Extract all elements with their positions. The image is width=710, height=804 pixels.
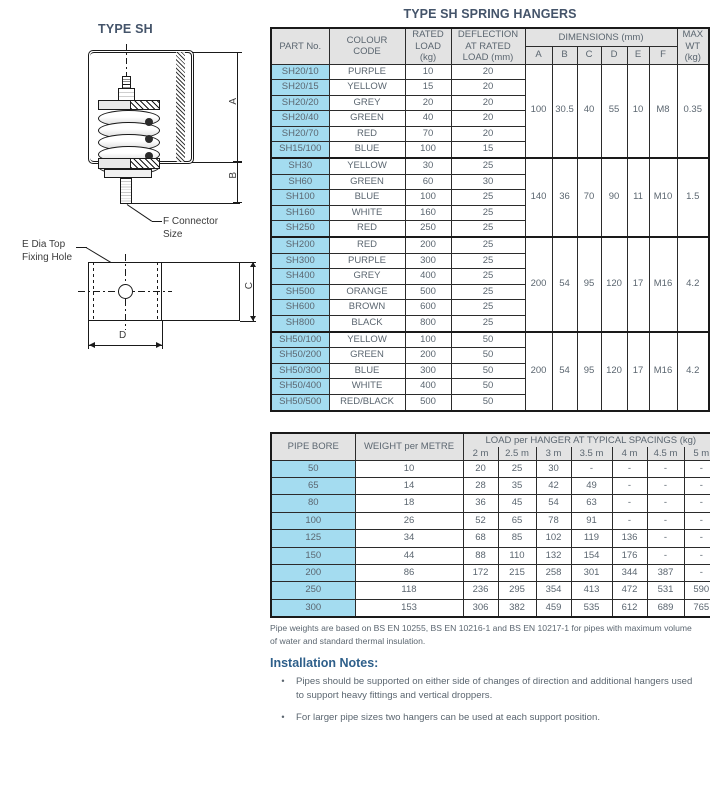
cell-rated-load: 40 (405, 111, 451, 127)
table-row (271, 495, 710, 512)
cell-load-spacing-4: 154 (571, 547, 612, 564)
cell-load-spacing-1: 36 (463, 495, 498, 512)
pipe-bore-table-wrap (270, 432, 710, 619)
cell-weight-per-metre: 118 (355, 582, 463, 599)
cell-dim-e: 17 (627, 332, 649, 411)
cell-rated-load: 30 (405, 158, 451, 174)
cell-deflection: 50 (451, 379, 525, 395)
spring-bottom-plate-2 (104, 169, 152, 178)
cell-dim-f: M8 (649, 64, 677, 158)
table-row (271, 530, 710, 547)
cell-load-spacing-3: 42 (536, 477, 571, 494)
f-connector-label-line1: F Connector (163, 216, 219, 227)
spring-bottom-plate-hatch (130, 158, 160, 169)
dimension-line-b (237, 162, 238, 203)
cell-load-spacing-2: 382 (498, 599, 536, 617)
plan-view-side (162, 262, 240, 321)
cell-load-spacing-6: - (647, 547, 684, 564)
cell-part-no: SH60 (271, 174, 329, 190)
cell-dim-e: 11 (627, 158, 649, 237)
header-dim-a: A (525, 46, 552, 64)
cell-dim-e: 17 (627, 237, 649, 332)
bullet-icon: • (281, 712, 285, 723)
cell-colour-code: GREEN (329, 111, 405, 127)
dimension-line-a (237, 52, 238, 162)
cell-load-spacing-1: 88 (463, 547, 498, 564)
cell-dim-a: 200 (525, 332, 552, 411)
pipe-bore-table (270, 432, 710, 619)
cell-load-spacing-7: - (684, 530, 710, 547)
drawing-title: TYPE SH (98, 22, 153, 36)
cell-pipe-bore: 80 (271, 495, 355, 512)
cell-load-spacing-7: - (684, 495, 710, 512)
cell-load-spacing-6: 387 (647, 565, 684, 582)
cell-deflection: 20 (451, 126, 525, 142)
cell-colour-code: WHITE (329, 205, 405, 221)
tables-panel (270, 0, 710, 733)
cell-pipe-bore: 150 (271, 547, 355, 564)
cell-colour-code: GREEN (329, 174, 405, 190)
technical-drawing-panel (0, 0, 268, 460)
cell-deflection: 50 (451, 363, 525, 379)
dimension-label-b: B (228, 172, 239, 179)
cell-load-spacing-7: 590 (684, 582, 710, 599)
cell-deflection: 30 (451, 174, 525, 190)
dimension-arrowhead (250, 316, 256, 321)
cell-weight-per-metre: 86 (355, 565, 463, 582)
dimension-label-d: D (119, 330, 127, 341)
cell-deflection: 25 (451, 300, 525, 316)
cell-pipe-bore: 200 (271, 565, 355, 582)
cell-dim-b: 36 (552, 158, 577, 237)
cell-dim-f: M16 (649, 332, 677, 411)
header-dimensions: DIMENSIONS (mm) (525, 28, 677, 46)
cell-load-spacing-5: 176 (612, 547, 647, 564)
table-row (271, 599, 710, 617)
e-hole-label-line2: Fixing Hole (22, 252, 73, 263)
cell-part-no: SH200 (271, 237, 329, 253)
cell-rated-load: 15 (405, 80, 451, 96)
table-row (271, 64, 709, 80)
header-rated-load-line2: LOAD (415, 40, 441, 52)
cell-load-spacing-2: 35 (498, 477, 536, 494)
installation-note-text: For larger pipe sizes two hangers can be used at each support position. (296, 712, 600, 724)
header-colour-code-line1: COLOUR (346, 34, 388, 46)
cell-dim-c: 95 (577, 332, 601, 411)
cell-load-spacing-1: 306 (463, 599, 498, 617)
spring-hangers-table-body (271, 64, 709, 411)
cell-weight-per-metre: 18 (355, 495, 463, 512)
table-row (271, 565, 710, 582)
cell-part-no: SH50/300 (271, 363, 329, 379)
header-spacing-1: 2 m (463, 447, 498, 461)
cell-part-no: SH15/100 (271, 142, 329, 158)
cell-load-spacing-6: - (647, 495, 684, 512)
header-dim-c: C (577, 46, 601, 64)
top-fixing-hole (118, 284, 133, 299)
header-rated-load-line1: RATED (412, 29, 444, 40)
cell-colour-code: RED/BLACK (329, 394, 405, 410)
cell-part-no: SH20/40 (271, 111, 329, 127)
cell-part-no: SH600 (271, 300, 329, 316)
header-deflection (451, 28, 525, 64)
extension-line (240, 321, 256, 322)
cell-rated-load: 70 (405, 126, 451, 142)
cell-rated-load: 300 (405, 253, 451, 269)
cell-load-spacing-7: - (684, 477, 710, 494)
cell-load-spacing-1: 236 (463, 582, 498, 599)
cell-colour-code: BLUE (329, 142, 405, 158)
installation-note-item (270, 711, 710, 725)
bullet-icon: • (281, 676, 285, 687)
cell-deflection: 25 (451, 205, 525, 221)
cell-deflection: 25 (451, 237, 525, 253)
installation-notes-list (270, 675, 710, 725)
header-max-wt-line2: WT (685, 40, 701, 52)
cell-load-spacing-7: - (684, 547, 710, 564)
spring-hangers-table-title: TYPE SH SPRING HANGERS (403, 7, 577, 21)
cell-colour-code: GREEN (329, 348, 405, 364)
table-row (271, 237, 709, 253)
dimension-line-c (253, 262, 254, 321)
cell-rated-load: 400 (405, 269, 451, 285)
cell-part-no: SH20/10 (271, 64, 329, 80)
cell-deflection: 25 (451, 284, 525, 300)
cell-load-spacing-1: 28 (463, 477, 498, 494)
cell-rated-load: 500 (405, 394, 451, 410)
cell-dim-c: 95 (577, 237, 601, 332)
cell-load-spacing-3: 258 (536, 565, 571, 582)
cell-deflection: 25 (451, 190, 525, 206)
cell-part-no: SH100 (271, 190, 329, 206)
cell-part-no: SH800 (271, 316, 329, 332)
cell-part-no: SH250 (271, 221, 329, 237)
cell-weight-per-metre: 14 (355, 477, 463, 494)
cell-dim-b: 30.5 (552, 64, 577, 158)
cell-dim-d: 120 (601, 237, 627, 332)
cell-load-spacing-5: 612 (612, 599, 647, 617)
cell-part-no: SH20/70 (271, 126, 329, 142)
footnote-text: Pipe weights are based on BS EN 10255, BS EN 10216-1 and BS EN 10217-1 for pipes with maximum volume of water and standard thermal insulation. (270, 623, 692, 646)
extension-line (162, 321, 163, 349)
cell-load-spacing-3: 78 (536, 512, 571, 529)
cell-rated-load: 60 (405, 174, 451, 190)
header-spacing-2: 2.5 m (498, 447, 536, 461)
cell-load-spacing-4: 91 (571, 512, 612, 529)
f-connector-label (163, 215, 218, 241)
cell-part-no: SH20/20 (271, 95, 329, 111)
cell-load-spacing-2: 215 (498, 565, 536, 582)
cell-load-spacing-2: 295 (498, 582, 536, 599)
spring-top-plate-hatch (130, 100, 160, 110)
cell-load-spacing-6: 531 (647, 582, 684, 599)
extension-line (132, 203, 240, 204)
cell-colour-code: PURPLE (329, 64, 405, 80)
cell-colour-code: YELLOW (329, 158, 405, 174)
cell-load-spacing-3: 354 (536, 582, 571, 599)
cell-load-spacing-1: 68 (463, 530, 498, 547)
cell-load-spacing-7: 765 (684, 599, 710, 617)
header-max-wt-line1: MAX (682, 29, 704, 40)
cell-load-spacing-2: 110 (498, 547, 536, 564)
installation-notes-heading: Installation Notes: (270, 656, 379, 671)
cell-max-wt: 4.2 (677, 237, 709, 332)
cell-dim-a: 100 (525, 64, 552, 158)
cell-pipe-bore: 125 (271, 530, 355, 547)
cell-load-spacing-5: 344 (612, 565, 647, 582)
cell-rated-load: 160 (405, 205, 451, 221)
cell-load-spacing-3: 459 (536, 599, 571, 617)
cell-dim-a: 140 (525, 158, 552, 237)
cell-load-spacing-6: - (647, 460, 684, 477)
cell-load-spacing-3: 132 (536, 547, 571, 564)
cell-rated-load: 10 (405, 64, 451, 80)
cell-part-no: SH300 (271, 253, 329, 269)
cell-load-spacing-6: - (647, 477, 684, 494)
header-weight-per-metre: WEIGHT per METRE (355, 433, 463, 461)
f-connector-leader-line (127, 204, 152, 222)
cell-weight-per-metre: 34 (355, 530, 463, 547)
f-connector-label-line2: Size (163, 229, 183, 240)
cell-colour-code: YELLOW (329, 332, 405, 348)
dimension-tick (233, 202, 242, 203)
cell-colour-code: BLUE (329, 190, 405, 206)
cell-deflection: 50 (451, 332, 525, 348)
table-row (271, 460, 710, 477)
cell-rated-load: 250 (405, 221, 451, 237)
cell-deflection: 25 (451, 221, 525, 237)
cell-load-spacing-4: 49 (571, 477, 612, 494)
cell-part-no: SH50/500 (271, 394, 329, 410)
cell-part-no: SH20/15 (271, 80, 329, 96)
dimension-line-d (89, 345, 162, 346)
cell-load-spacing-4: 301 (571, 565, 612, 582)
cell-rated-load: 100 (405, 142, 451, 158)
header-spacing-7: 5 m (684, 447, 710, 461)
header-max-wt (677, 28, 709, 64)
cell-deflection: 50 (451, 394, 525, 410)
cell-load-spacing-3: 30 (536, 460, 571, 477)
header-colour-code (329, 28, 405, 64)
header-deflection-line2: AT RATED (465, 40, 511, 52)
pipe-bore-table-body (271, 460, 710, 617)
cell-max-wt: 0.35 (677, 64, 709, 158)
cell-colour-code: BLUE (329, 363, 405, 379)
header-spacing-4: 3.5 m (571, 447, 612, 461)
cell-weight-per-metre: 26 (355, 512, 463, 529)
cell-colour-code: YELLOW (329, 80, 405, 96)
cell-load-spacing-6: - (647, 512, 684, 529)
cell-load-spacing-4: - (571, 460, 612, 477)
cell-rated-load: 600 (405, 300, 451, 316)
header-load-spacings: LOAD per HANGER AT TYPICAL SPACINGS (kg) (463, 433, 710, 447)
cell-pipe-bore: 300 (271, 599, 355, 617)
cell-load-spacing-5: - (612, 495, 647, 512)
cell-load-spacing-4: 413 (571, 582, 612, 599)
cell-part-no: SH400 (271, 269, 329, 285)
dimension-label-a: A (228, 98, 239, 105)
cell-colour-code: RED (329, 126, 405, 142)
cell-deflection: 25 (451, 316, 525, 332)
cell-dim-e: 10 (627, 64, 649, 158)
cell-deflection: 25 (451, 158, 525, 174)
cell-load-spacing-5: - (612, 512, 647, 529)
dimension-tick (233, 52, 242, 53)
cell-deflection: 25 (451, 269, 525, 285)
cell-part-no: SH50/100 (271, 332, 329, 348)
housing-hatch (176, 52, 185, 162)
cell-dim-d: 90 (601, 158, 627, 237)
cell-dim-b: 54 (552, 237, 577, 332)
cell-colour-code: RED (329, 221, 405, 237)
dimension-arrowhead (156, 342, 162, 348)
dimension-tick (233, 162, 242, 163)
cell-rated-load: 100 (405, 332, 451, 348)
table-row (271, 332, 709, 348)
e-hole-label (22, 238, 72, 264)
table-header-row (271, 28, 709, 46)
table-row (271, 582, 710, 599)
installation-note-text: Pipes should be supported on either side of changes of direction and additional hangers used to support heavy fittings and vertical droppers. (296, 676, 693, 702)
cell-load-spacing-5: - (612, 477, 647, 494)
header-spacing-3: 3 m (536, 447, 571, 461)
installation-note-item (270, 675, 710, 703)
cell-load-spacing-5: 136 (612, 530, 647, 547)
cell-dim-f: M10 (649, 158, 677, 237)
cell-load-spacing-6: 689 (647, 599, 684, 617)
cell-colour-code: GREY (329, 95, 405, 111)
header-spacing-5: 4 m (612, 447, 647, 461)
cell-load-spacing-5: 472 (612, 582, 647, 599)
header-dim-e: E (627, 46, 649, 64)
cell-load-spacing-4: 119 (571, 530, 612, 547)
cell-pipe-bore: 250 (271, 582, 355, 599)
cell-rated-load: 20 (405, 95, 451, 111)
cell-load-spacing-2: 85 (498, 530, 536, 547)
table-row (271, 477, 710, 494)
header-pipe-bore: PIPE BORE (271, 433, 355, 461)
cell-pipe-bore: 100 (271, 512, 355, 529)
cell-deflection: 20 (451, 64, 525, 80)
cell-dim-f: M16 (649, 237, 677, 332)
cell-load-spacing-4: 535 (571, 599, 612, 617)
header-colour-code-line2: CODE (353, 46, 381, 58)
cell-max-wt: 1.5 (677, 158, 709, 237)
cell-rated-load: 200 (405, 348, 451, 364)
header-dim-d: D (601, 46, 627, 64)
dimension-arrowhead (250, 262, 256, 267)
f-connector-leader-horizontal (152, 221, 162, 222)
dimension-arrowhead (89, 342, 95, 348)
cell-load-spacing-3: 54 (536, 495, 571, 512)
cell-part-no: SH30 (271, 158, 329, 174)
cell-max-wt: 4.2 (677, 332, 709, 411)
cell-rated-load: 200 (405, 237, 451, 253)
cell-dim-d: 120 (601, 332, 627, 411)
cell-load-spacing-7: - (684, 512, 710, 529)
cell-deflection: 20 (451, 95, 525, 111)
header-max-wt-line3: (kg) (684, 52, 701, 63)
cell-deflection: 50 (451, 348, 525, 364)
cell-load-spacing-7: - (684, 565, 710, 582)
cell-part-no: SH160 (271, 205, 329, 221)
cell-rated-load: 300 (405, 363, 451, 379)
f-connector-stud (120, 178, 132, 204)
cell-load-spacing-2: 25 (498, 460, 536, 477)
table-row (271, 512, 710, 529)
spring-hangers-table (270, 27, 710, 412)
cell-colour-code: BROWN (329, 300, 405, 316)
cell-dim-c: 70 (577, 158, 601, 237)
cell-load-spacing-2: 45 (498, 495, 536, 512)
dimension-label-c: C (244, 282, 255, 290)
table-row (271, 547, 710, 564)
cell-rated-load: 400 (405, 379, 451, 395)
header-part-no: PART No. (271, 28, 329, 64)
cell-load-spacing-1: 20 (463, 460, 498, 477)
cell-pipe-bore: 50 (271, 460, 355, 477)
cell-load-spacing-5: - (612, 460, 647, 477)
header-deflection-line1: DEFLECTION (457, 29, 519, 40)
cell-load-spacing-2: 65 (498, 512, 536, 529)
cell-pipe-bore: 65 (271, 477, 355, 494)
spring-section-dot (145, 135, 153, 143)
cell-colour-code: GREY (329, 269, 405, 285)
cell-load-spacing-7: - (684, 460, 710, 477)
cell-deflection: 20 (451, 80, 525, 96)
cell-colour-code: PURPLE (329, 253, 405, 269)
cell-dim-c: 40 (577, 64, 601, 158)
cell-dim-b: 54 (552, 332, 577, 411)
cell-weight-per-metre: 44 (355, 547, 463, 564)
table-row (271, 158, 709, 174)
cell-rated-load: 500 (405, 284, 451, 300)
cell-load-spacing-1: 52 (463, 512, 498, 529)
cell-rated-load: 100 (405, 190, 451, 206)
cell-part-no: SH50/400 (271, 379, 329, 395)
cell-dim-d: 55 (601, 64, 627, 158)
header-deflection-line3: LOAD (mm) (462, 52, 514, 63)
cell-load-spacing-6: - (647, 530, 684, 547)
pipe-bore-header-row (271, 433, 710, 447)
cell-rated-load: 800 (405, 316, 451, 332)
header-dim-f: F (649, 46, 677, 64)
cell-colour-code: RED (329, 237, 405, 253)
cell-load-spacing-3: 102 (536, 530, 571, 547)
cell-part-no: SH50/200 (271, 348, 329, 364)
header-rated-load (405, 28, 451, 64)
cell-dim-a: 200 (525, 237, 552, 332)
header-spacing-6: 4.5 m (647, 447, 684, 461)
cell-load-spacing-4: 63 (571, 495, 612, 512)
header-dim-b: B (552, 46, 577, 64)
cell-weight-per-metre: 10 (355, 460, 463, 477)
cell-part-no: SH500 (271, 284, 329, 300)
cell-deflection: 20 (451, 111, 525, 127)
cell-colour-code: WHITE (329, 379, 405, 395)
cell-colour-code: BLACK (329, 316, 405, 332)
cell-colour-code: ORANGE (329, 284, 405, 300)
cell-load-spacing-1: 172 (463, 565, 498, 582)
e-hole-label-line1: E Dia Top (22, 239, 66, 250)
spring-section-dot (145, 118, 153, 126)
cell-deflection: 15 (451, 142, 525, 158)
cell-weight-per-metre: 153 (355, 599, 463, 617)
header-rated-load-line3: (kg) (419, 52, 437, 63)
cell-deflection: 25 (451, 253, 525, 269)
